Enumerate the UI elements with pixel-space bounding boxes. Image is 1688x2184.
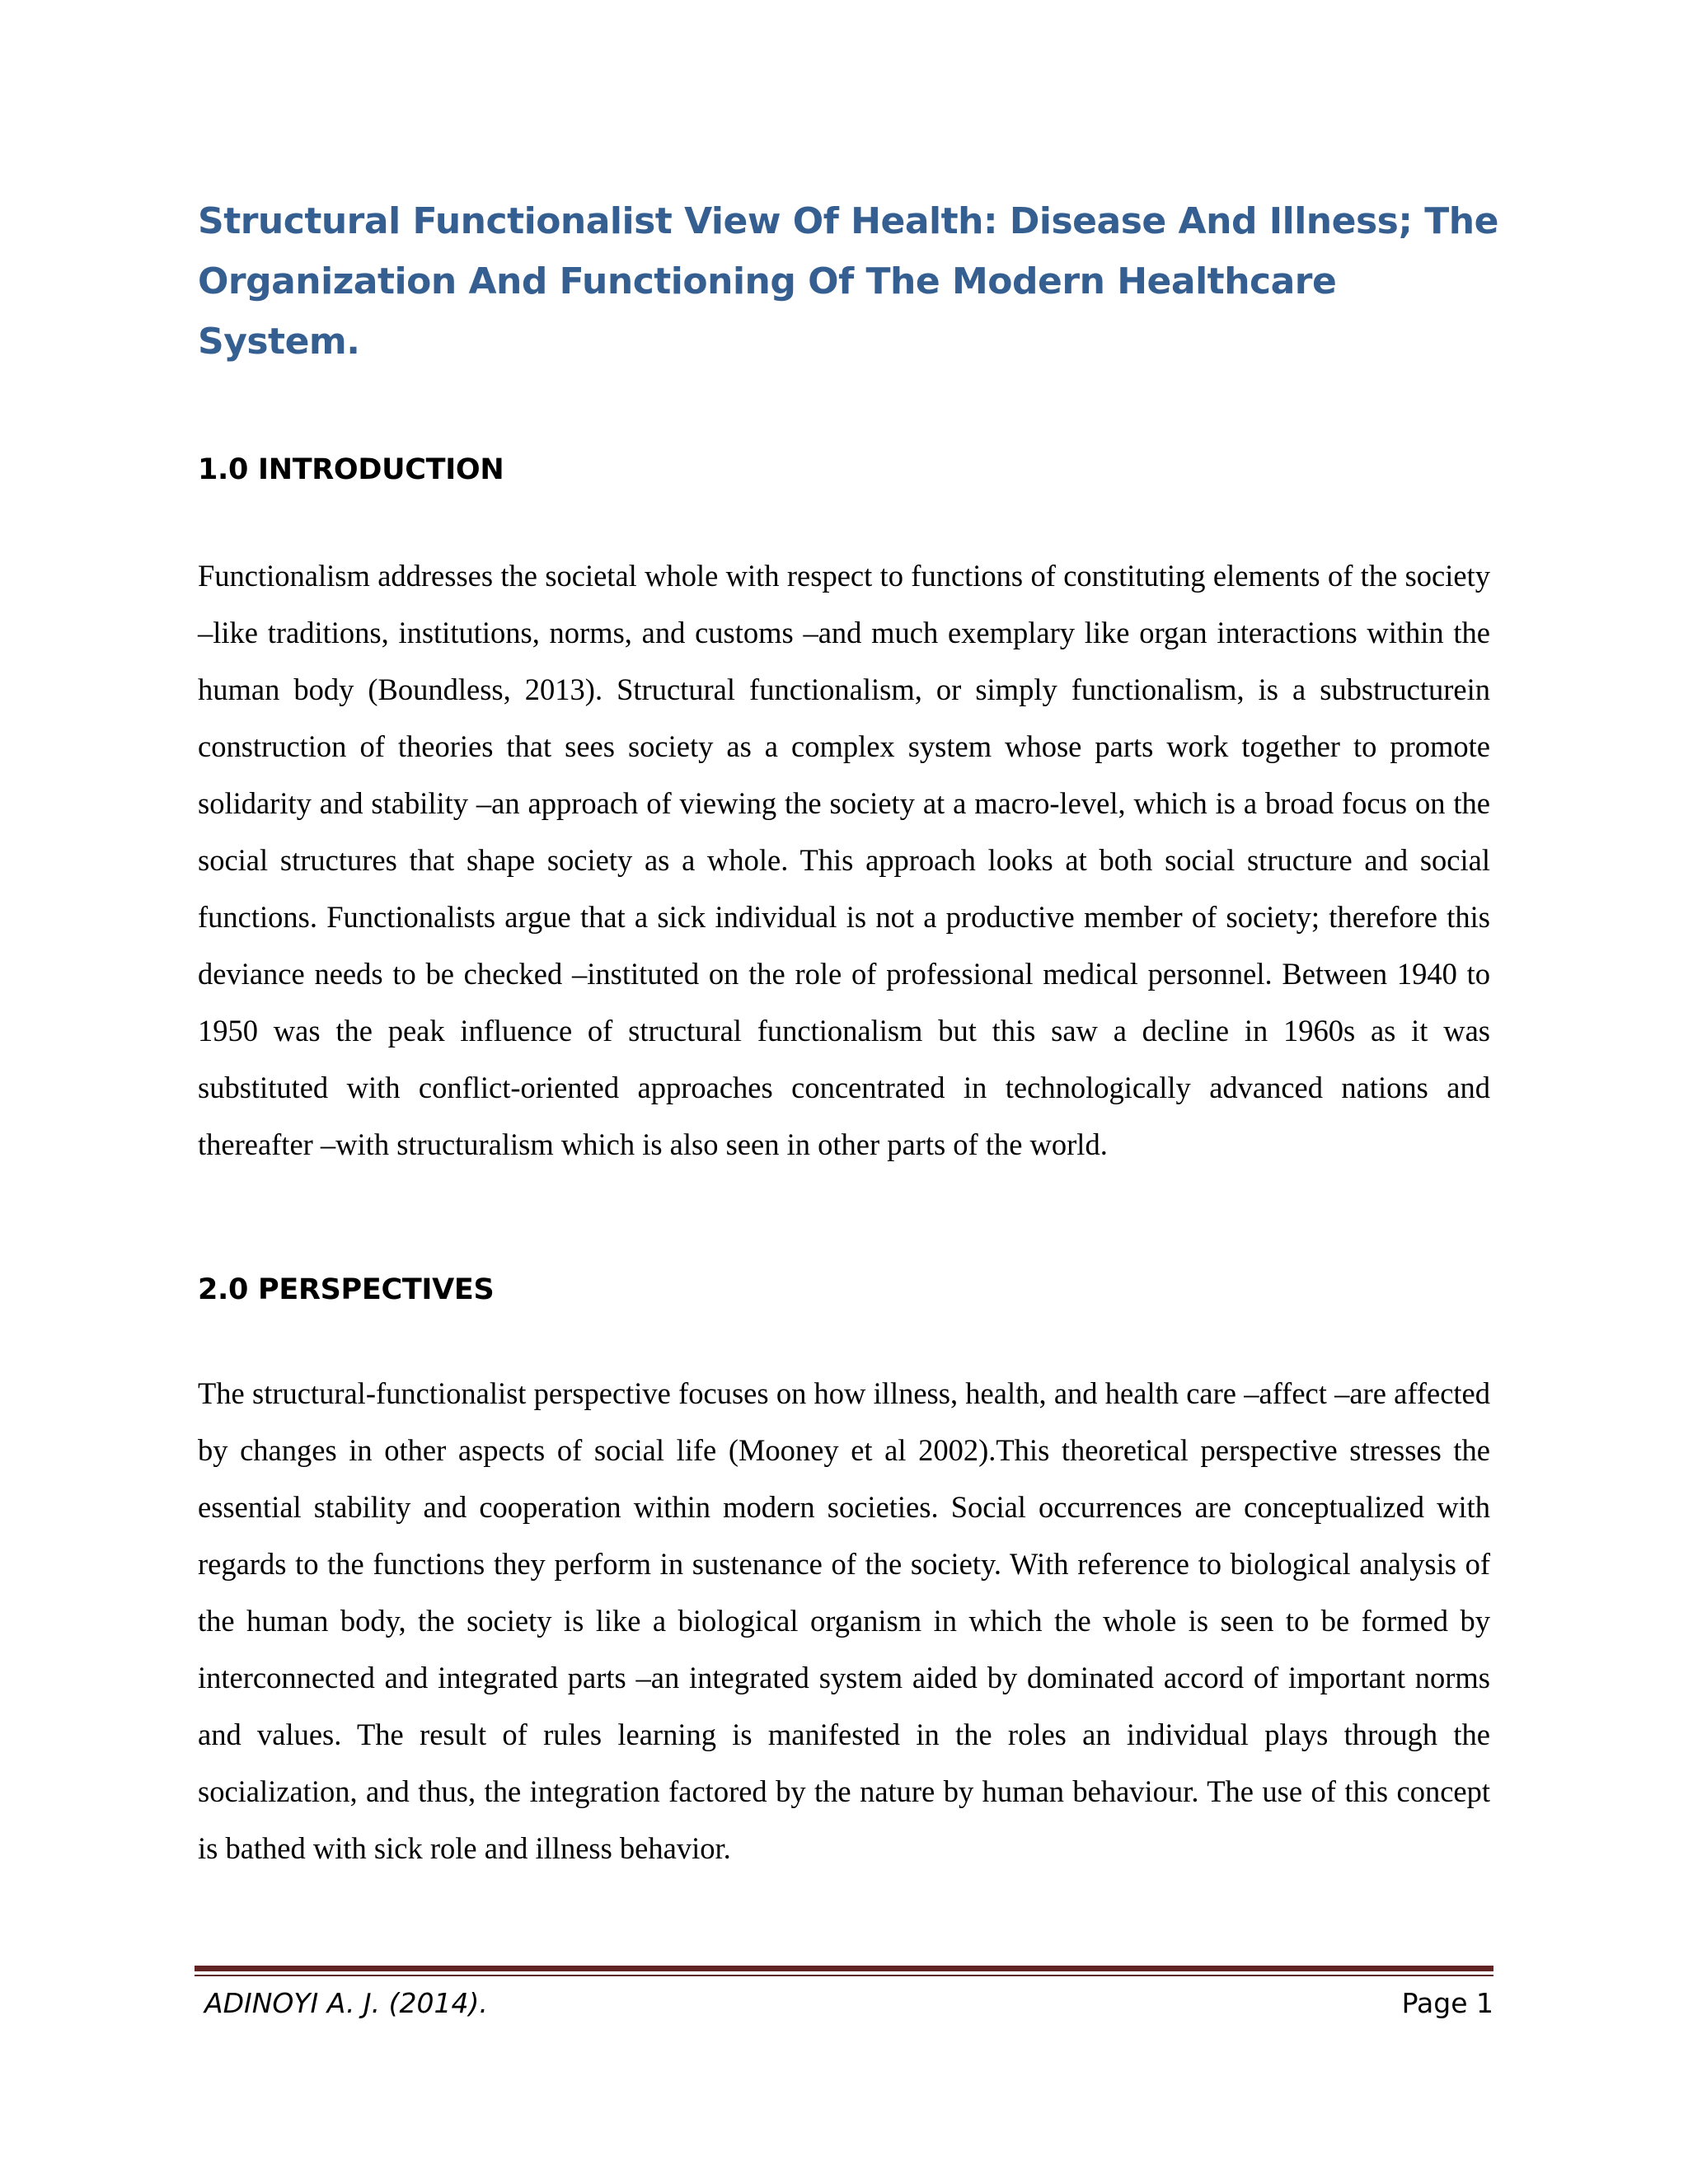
paragraph-perspectives: The structural-functionalist perspective focuses on how illness, health, and health care –affect –are affected by changes in other aspects of social life (Mooney et al 2002).This theoretical perspective stresses the essential stability and cooperation within modern societies. Social occurrences are conceptualized with regards to the functions they perform in sustenance of the society. With reference to biological analysis of the human body, the society is like a biological organism in which the whole is seen to be formed by interconnected and integrated parts –an integrated system aided by dominated accord of important norms and values. The result of rules learning is manifested in the roles an individual plays through the socialization, and thus, the integration factored by the nature by human behaviour. The use of this concept is bathed with sick role and illness behavior. [198,1376,1490,1865]
document-title: Structural Functionalist View Of Health: Disease And Illness; The Organization And Functioning Of The Modern Healthcare System. [198,200,1498,363]
footer-rule-thick [195,1966,1493,1971]
section-heading-introduction: 1.0 INTRODUCTION [198,453,504,486]
footer-author: ADINOYI A. J. (2014). [204,1987,488,2019]
paragraph-introduction: Functionalism addresses the societal whole with respect to functions of constituting elements of the society –like traditions, institutions, norms, and customs –and much exemplary like organ interactions within the human body (Boundless, 2013). Structural functionalism, or simply functionalism, is a substructurein construction of theories that sees society as a complex system whose parts work together to promote solidarity and stability –an approach of viewing the society at a macro-level, which is a broad focus on the social structures that shape society as a whole. This approach looks at both social structure and social functions. Functionalists argue that a sick individual is not a productive member of society; therefore this deviance needs to be checked –instituted on the role of professional medical personnel. Between 1940 to 1950 was the peak influence of structural functionalism but this saw a decline in 1960s as it was substituted with conflict-oriented approaches concentrated in technologically advanced nations and thereafter –with structuralism which is also seen in other parts of the world. [198,559,1490,1161]
section-heading-perspectives: 2.0 PERSPECTIVES [198,1273,495,1306]
footer-rule-thin [195,1975,1493,1976]
footer-page-number: Page 1 [1401,1987,1493,2019]
